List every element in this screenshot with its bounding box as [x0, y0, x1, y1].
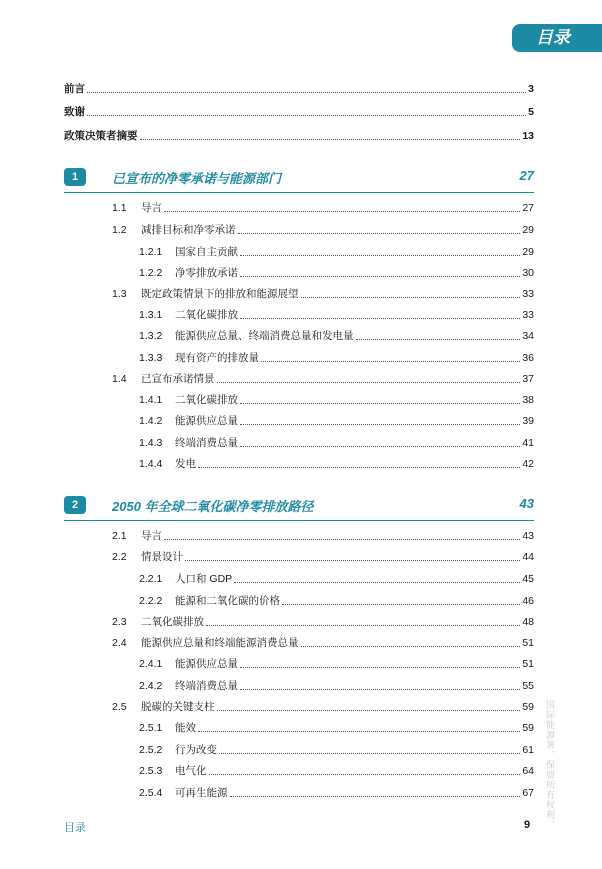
toc-entry[interactable] [139, 744, 534, 757]
toc-entry-number: 2.1 [112, 530, 127, 542]
toc-entry-title: 减排目标和净零承诺 [141, 224, 236, 236]
toc-entry-title: 终端消费总量 [175, 437, 238, 449]
toc-entry-number: 2.5.3 [139, 765, 163, 777]
leader-dots [356, 339, 521, 340]
toc-entry-title: 能源供应总量 [175, 658, 238, 670]
toc-entry-number: 2.4 [112, 637, 127, 649]
leader-dots [301, 297, 521, 298]
toc-entry[interactable] [112, 551, 534, 564]
toc-entry-number: 1.2 [112, 224, 127, 236]
toc-entry-page: 3 [528, 83, 534, 95]
toc-entry-title: 国家自主贡献 [175, 246, 238, 258]
leader-dots [240, 318, 520, 319]
chapter-title: 2050 年全球二氧化碳净零排放路径 [112, 499, 314, 514]
toc-entry-number: 2.5 [112, 701, 127, 713]
copyright-watermark [544, 700, 560, 835]
toc-entry-title: 电气化 [175, 765, 207, 777]
toc-entry-title: 导言 [141, 530, 162, 542]
toc-entry-preface[interactable] [64, 83, 534, 96]
leader-dots [234, 582, 520, 583]
toc-entry[interactable] [112, 288, 534, 301]
leader-dots [217, 710, 521, 711]
leader-dots [301, 646, 521, 647]
toc-entry-number: 1.2.2 [139, 267, 163, 279]
toc-entry-acknowledgements[interactable] [64, 106, 534, 119]
toc-entry-number: 1.1 [112, 202, 127, 214]
chapter-page: 43 [519, 496, 534, 511]
toc-entry[interactable] [139, 722, 534, 735]
leader-dots [206, 625, 520, 626]
toc-entry-number: 1.4.4 [139, 458, 163, 470]
leader-dots [238, 233, 521, 234]
chapter-divider [64, 192, 534, 193]
leader-dots [261, 361, 520, 362]
toc-entry[interactable] [139, 309, 534, 322]
toc-entry[interactable] [112, 224, 534, 237]
toc-entry-page: 33 [522, 309, 534, 321]
toc-entry[interactable] [139, 573, 534, 586]
chapter-badge: 1 [64, 168, 86, 186]
toc-entry-page: 33 [522, 288, 534, 300]
toc-entry[interactable] [139, 246, 534, 259]
toc-entry-page: 51 [522, 658, 534, 670]
toc-entry-title: 二氧化碳排放 [175, 394, 238, 406]
toc-entry-number: 2.4.2 [139, 680, 163, 692]
toc-entry[interactable] [139, 458, 534, 471]
toc-entry[interactable] [139, 765, 534, 778]
toc-entry-page: 5 [528, 106, 534, 118]
toc-entry-page: 37 [522, 373, 534, 385]
leader-dots [240, 403, 520, 404]
toc-entry-title: 能源和二氧化碳的价格 [175, 595, 280, 607]
toc-entry-title: 政策决策者摘要 [64, 130, 138, 142]
toc-entry-title: 致谢 [64, 106, 85, 118]
toc-entry-number: 1.4.2 [139, 415, 163, 427]
toc-entry-page: 30 [522, 267, 534, 279]
leader-dots [240, 689, 520, 690]
toc-entry[interactable] [139, 680, 534, 693]
leader-dots [164, 211, 520, 212]
toc-entry[interactable] [139, 394, 534, 407]
toc-entry-title: 已宣布承诺情景 [141, 373, 215, 385]
leader-dots [209, 774, 521, 775]
footer-page-number: 9 [524, 819, 531, 831]
toc-entry-title: 现有资产的排放量 [175, 352, 259, 364]
toc-entry[interactable] [139, 437, 534, 450]
toc-entry-page: 59 [522, 701, 534, 713]
toc-entry-page: 39 [522, 415, 534, 427]
toc-entry-number: 2.5.1 [139, 722, 163, 734]
toc-entry-number: 2.2.2 [139, 595, 163, 607]
toc-entry-page: 44 [522, 551, 534, 563]
toc-entry-title: 人口和 GDP [175, 573, 233, 585]
toc-entry-number: 2.5.4 [139, 787, 163, 799]
leader-dots [230, 796, 521, 797]
toc-entry[interactable] [139, 415, 534, 428]
watermark-text: 国际能源署，保留所有权利。 [545, 700, 555, 830]
toc-entry-page: 64 [522, 765, 534, 777]
leader-dots [198, 731, 520, 732]
toc-entry-number: 1.3 [112, 288, 127, 300]
leader-dots [87, 92, 526, 93]
toc-entry-title: 终端消费总量 [175, 680, 238, 692]
toc-entry-title: 既定政策情景下的排放和能源展望 [141, 288, 299, 300]
toc-entry[interactable] [139, 787, 534, 800]
leader-dots [240, 255, 520, 256]
leader-dots [185, 560, 520, 561]
leader-dots [240, 424, 520, 425]
toc-entry-number: 1.4.3 [139, 437, 163, 449]
toc-entry-page: 61 [522, 744, 534, 756]
toc-entry-title: 能源供应总量和终端能源消费总量 [141, 637, 299, 649]
toc-entry-number: 2.2.1 [139, 573, 163, 585]
toc-entry-title: 二氧化碳排放 [175, 309, 238, 321]
footer-section-label: 目录 [64, 822, 86, 834]
header-tab: 目录 [512, 24, 602, 52]
leader-dots [240, 446, 520, 447]
toc-entry-page: 27 [522, 202, 534, 214]
toc-entry-page: 48 [522, 616, 534, 628]
toc-entry-page: 36 [522, 352, 534, 364]
leader-dots [240, 276, 520, 277]
leader-dots [140, 139, 521, 140]
toc-entry-title: 能源供应总量 [175, 415, 238, 427]
toc-entry[interactable] [112, 616, 534, 629]
toc-entry-page: 29 [522, 224, 534, 236]
leader-dots [282, 604, 520, 605]
chapter-badge: 2 [64, 496, 86, 514]
toc-entry-title: 二氧化碳排放 [141, 616, 204, 628]
toc-entry-number: 1.3.2 [139, 330, 163, 342]
toc-entry-title: 行为改变 [175, 744, 217, 756]
toc-entry-page: 42 [522, 458, 534, 470]
toc-entry-page: 29 [522, 246, 534, 258]
chapter-2-heading[interactable] [64, 494, 534, 516]
toc-entry-number: 1.4 [112, 373, 127, 385]
leader-dots [164, 539, 520, 540]
toc-entry-title: 情景设计 [141, 551, 183, 563]
leader-dots [240, 667, 520, 668]
toc-entry-title: 脱碳的关键支柱 [141, 701, 215, 713]
toc-entry[interactable] [139, 595, 534, 608]
toc-entry-number: 2.3 [112, 616, 127, 628]
toc-entry-number: 1.4.1 [139, 394, 163, 406]
toc-entry[interactable] [112, 202, 534, 215]
toc-entry-number: 2.5.2 [139, 744, 163, 756]
toc-entry-page: 45 [522, 573, 534, 585]
toc-entry[interactable] [139, 267, 534, 280]
leader-dots [219, 753, 520, 754]
toc-entry-page: 55 [522, 680, 534, 692]
toc-entry-page: 13 [522, 130, 534, 142]
chapter-page: 27 [519, 168, 534, 183]
toc-entry-title: 发电 [175, 458, 196, 470]
toc-entry[interactable] [139, 658, 534, 671]
toc-entry-page: 67 [522, 787, 534, 799]
toc-entry-number: 1.3.1 [139, 309, 163, 321]
toc-entry-title: 净零排放承诺 [175, 267, 238, 279]
toc-entry-number: 2.4.1 [139, 658, 163, 670]
leader-dots [217, 382, 521, 383]
chapter-title: 已宣布的净零承诺与能源部门 [112, 171, 282, 186]
chapter-divider [64, 520, 534, 521]
toc-entry-page: 43 [522, 530, 534, 542]
toc-entry[interactable] [112, 530, 534, 543]
toc-entry-number: 1.2.1 [139, 246, 163, 258]
toc-entry-page: 38 [522, 394, 534, 406]
toc-entry-number: 1.3.3 [139, 352, 163, 364]
toc-entry[interactable] [112, 637, 534, 650]
toc-entry-title: 导言 [141, 202, 162, 214]
chapter-1-heading[interactable] [64, 166, 534, 188]
toc-entry-page: 41 [522, 437, 534, 449]
leader-dots [87, 115, 526, 116]
toc-entry-page: 34 [522, 330, 534, 342]
toc-entry-page: 59 [522, 722, 534, 734]
toc-entry[interactable] [139, 352, 534, 365]
toc-entry-number: 2.2 [112, 551, 127, 563]
toc-entry[interactable] [112, 373, 534, 386]
toc-entry-title: 能源供应总量、终端消费总量和发电量 [175, 330, 354, 342]
toc-entry-title: 能效 [175, 722, 196, 734]
toc-entry-page: 51 [522, 637, 534, 649]
leader-dots [198, 467, 520, 468]
toc-entry-page: 46 [522, 595, 534, 607]
toc-entry-summary[interactable] [64, 130, 534, 143]
toc-entry-title: 可再生能源 [175, 787, 228, 799]
toc-entry-title: 前言 [64, 83, 85, 95]
toc-entry[interactable] [139, 330, 534, 343]
toc-entry[interactable] [112, 701, 534, 714]
